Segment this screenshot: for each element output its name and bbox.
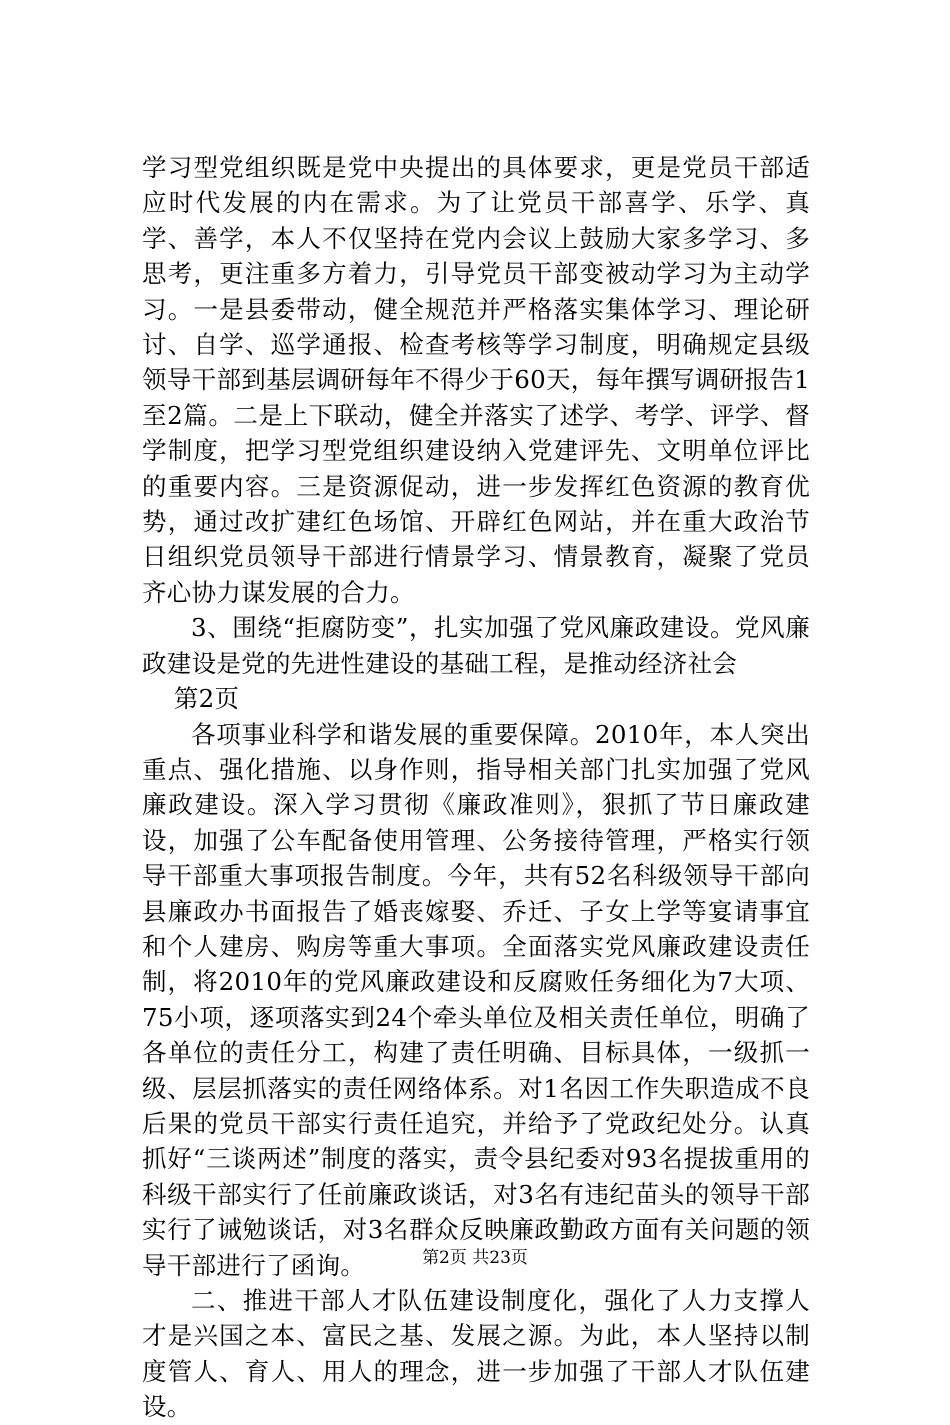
- paragraph-study-organization: 学习型党组织既是党中央提出的具体要求，更是党员干部适应时代发展的内在需求。为了让党员干部喜学、乐学、真学、善学，本人不仅坚持在党内会议上鼓励大家多学习、多思考，更注重多方着力，引导党员干部变被动学习为主动学习。一是县委带动，健全规范并严格落实集体学习、理论研讨、自学、巡学通报、检查考核等学习制度，明确规定县级领导干部到基层调研每年不得少于60天，每年撰写调研报告1至2篇。二是上下联动，健全并落实了述学、考学、评学、督学制度，把学习型党组织建设纳入党建评先、文明单位评比的重要内容。三是资源促动，进一步发挥红色资源的教育优势，通过改扩建红色场馆、开辟红色网站，并在重大政治节日组织党员领导干部进行情景学习、情景教育，凝聚了党员齐心协力谋发展的合力。: [142, 153, 810, 607]
- paragraph-anti-corruption-heading: 3、围绕“拒腐防变”，扎实加强了党风廉政建设。党风廉政建设是党的先进性建设的基础工程，是推动经济社会: [142, 613, 810, 678]
- page-footer: 第2页 共23页: [422, 1248, 528, 1268]
- paragraph-talent-team: 二、推进干部人才队伍建设制度化，强化了人力支撑人才是兴国之本、富民之基、发展之源。为此，本人坚持以制度管人、育人、用人的理念，进一步加强了干部人才队伍建设。: [142, 1286, 810, 1422]
- inline-page-marker: 第2页: [173, 684, 240, 714]
- document-body: [142, 150, 810, 1425]
- paragraph-anti-corruption-body: 各项事业科学和谐发展的重要保障。2010年，本人突出重点、强化措施、以身作则，指导相关部门扎实加强了党风廉政建设。深入学习贯彻《廉政准则》，狠抓了节日廉政建设，加强了公车配备使用管理、公务接待管理，严格实行领导干部重大事项报告制度。今年，共有52名科级领导干部向县廉政办书面报告了婚丧嫁娶、乔迁、子女上学等宴请事宜和个人建房、购房等重大事项。全面落实党风廉政建设责任制，将2010年的党风廉政建设和反腐败任务细化为7大项、75小项，逐项落实到24个牵头单位及相关责任单位，明确了各单位的责任分工，构建了责任明确、目标具体，一级抓一级、层层抓落实的责任网络体系。对1名因工作失职造成不良后果的党员干部实行责任追究，并给予了党政纪处分。认真抓好“三谈两述”制度的落实，责令县纪委对93名提拔重用的科级干部实行了任前廉政谈话，对3名有违纪苗头的领导干部实行了诫勉谈话，对3名群众反映廉政勤政方面有关问题的领导干部进行了函询。: [142, 719, 810, 1280]
